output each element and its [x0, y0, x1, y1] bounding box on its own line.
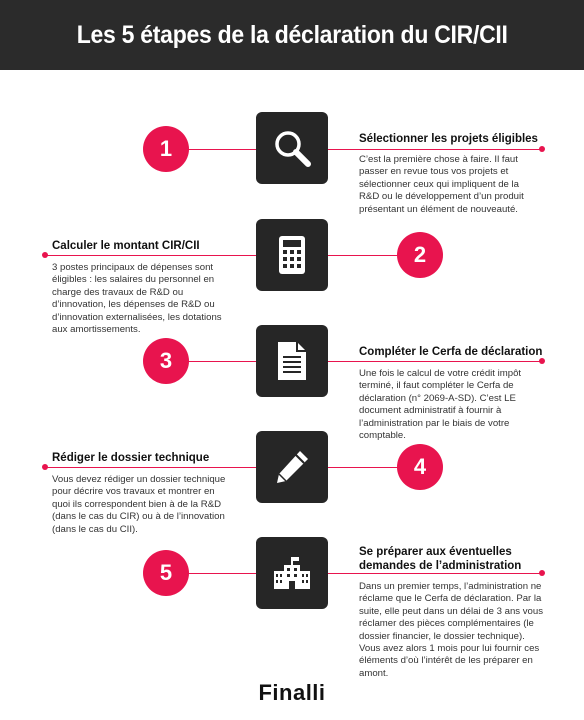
- step-icon-box-3: [256, 325, 328, 397]
- step-number-3: 3: [143, 338, 189, 384]
- step-icon-box-4: [256, 431, 328, 503]
- connector-line-2: [44, 255, 420, 256]
- step-description-1: C’est la première chose à faire. Il faut passer en revue tous vos projets et sélectionner ceux qui impliquent de la R&D ou le développement d’un produit présentant un élément de nouveauté.: [359, 154, 524, 215]
- step-title-1: Sélectionner les projets éligibles: [359, 133, 538, 145]
- connector-line-5: [166, 573, 542, 574]
- connector-dot-5: [539, 570, 545, 576]
- step-description-2: 3 postes principaux de dépenses sont éligibles : les salaires du personnel en charge des travaux de R&D ou d’innovation, les dépenses de R&D ou d’innovation externalisées, les dotations aux amortissements.: [52, 262, 222, 336]
- search-icon: [271, 127, 313, 169]
- step-title-4: Rédiger le dossier technique: [52, 452, 210, 464]
- connector-dot-1: [539, 146, 545, 152]
- step-title-2: Calculer le montant CIR/CII: [52, 240, 200, 252]
- step-number-4: 4: [397, 444, 443, 490]
- page-title: Les 5 étapes de la déclaration du CIR/CII: [76, 20, 508, 49]
- step-number-2: 2: [397, 232, 443, 278]
- calculator-icon: [275, 235, 309, 275]
- step-title-3: Compléter le Cerfa de déclaration: [359, 346, 543, 358]
- step-title-5: Se préparer aux éventuelles demandes de l’administration: [359, 546, 522, 572]
- step-description-3: Une fois le calcul de votre crédit impôt terminé, il faut compléter le Cerfa de déclaration (n° 2069-A-SD). C’est LE document administratif à fournir à l’administration par le biais de votre comptable.: [359, 368, 522, 442]
- step-icon-box-2: [256, 219, 328, 291]
- document-icon: [275, 340, 309, 382]
- connector-line-4: [44, 467, 420, 468]
- connector-line-3: [166, 361, 542, 362]
- connector-line-1: [166, 149, 542, 150]
- step-number-1: 1: [143, 126, 189, 172]
- connector-dot-4: [42, 464, 48, 470]
- step-number-5: 5: [143, 550, 189, 596]
- pencil-icon: [272, 447, 312, 487]
- header-banner: [0, 0, 584, 70]
- step-description-5: Dans un premier temps, l’administration ne réclame que le Cerfa de déclaration. Par la suite, elle peut dans un délai de 3 ans vous réclamer des pièces complémentaires (le dossier financier, le dossier technique). Vous avez alors 1 mois pour lui fournir ces éléments d’où l’intérêt de les préparer en amont.: [359, 581, 544, 679]
- step-icon-box-5: [256, 537, 328, 609]
- step-icon-box-1: [256, 112, 328, 184]
- finalli-logo: Finalli: [258, 680, 326, 705]
- connector-dot-2: [42, 252, 48, 258]
- building-icon: [272, 555, 312, 591]
- step-description-4: Vous devez rédiger un dossier technique pour décrire vos travaux et montrer en quoi ils correspondent bien à de la R&D (dans le cas du CIR) ou à de l’innovation (dans le cas du CII).: [52, 474, 226, 535]
